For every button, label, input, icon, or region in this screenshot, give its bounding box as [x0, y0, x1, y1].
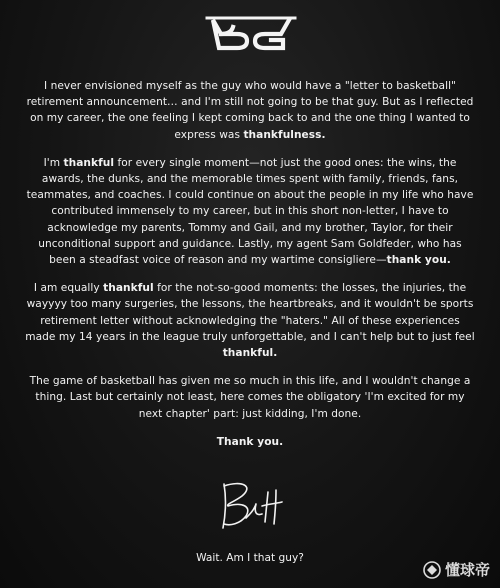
- paragraph-text: for the not-so-good moments: the losses, the injuries, the wayyyy too many surgeries, the lessons, the heartbreaks, and it wouldn't be sports retirement letter without acknowledging the "haters." All of these experiences made my 14 years in the league truly unforgettable, and I can't help but to just feel: [25, 282, 475, 343]
- thank-you-line: Thank you.: [216, 435, 284, 448]
- letter-paragraph-4: The game of basketball has given me so much in this life, and I wouldn't change a thing. Last but certainly not least, here comes the obligatory 'I'm excited for my next chapter' part: just kidding, I'm done.: [29, 375, 471, 420]
- paragraph-emphasis: thankful.: [222, 347, 278, 360]
- watermark-text: 懂球帝: [444, 561, 490, 579]
- letter-paragraph-2: [24, 155, 476, 268]
- bg-monogram-logo-icon: [203, 14, 299, 52]
- paragraph-emphasis: thankful: [63, 156, 115, 169]
- paragraph-text: I'm: [43, 156, 64, 169]
- letter-paragraph-3: [24, 280, 476, 361]
- closing-line: Wait. Am I that guy?: [196, 552, 304, 564]
- handwritten-signature-icon: [212, 478, 292, 534]
- paragraph-emphasis: thankfulness.: [243, 128, 326, 141]
- letter-paragraph-1: [24, 78, 476, 143]
- paragraph-text: I am equally: [33, 282, 104, 295]
- paragraph-emphasis: thankful: [103, 282, 154, 295]
- watermark: [423, 559, 490, 580]
- paragraph-emphasis: thank you.: [386, 254, 451, 267]
- dongqiudi-logo-icon: [423, 561, 441, 579]
- retirement-letter: [24, 78, 476, 462]
- paragraph-text: for every single moment—not just the good ones: the wins, the awards, the dunks, and the memorable times spent with family, friends, fans, teammates, and coaches. I could continue on about the people in my life who have contributed immensely to my career, but in this short non-letter, I have to acknowledge my parents, Tommy and Gail, and my brother, Taylor, for their unconditional support and guidance. Lastly, my agent Sam Goldfeder, who has been a steadfast voice of reason and my wartime consigliere—: [26, 156, 474, 267]
- paragraph-text: I never envisioned myself as the guy who would have a "letter to basketball" retirement announcement… and I'm still not going to be that guy. But as I reflected on my career, the one feeling I kept coming back to and the one thing I wanted to express was: [26, 80, 474, 141]
